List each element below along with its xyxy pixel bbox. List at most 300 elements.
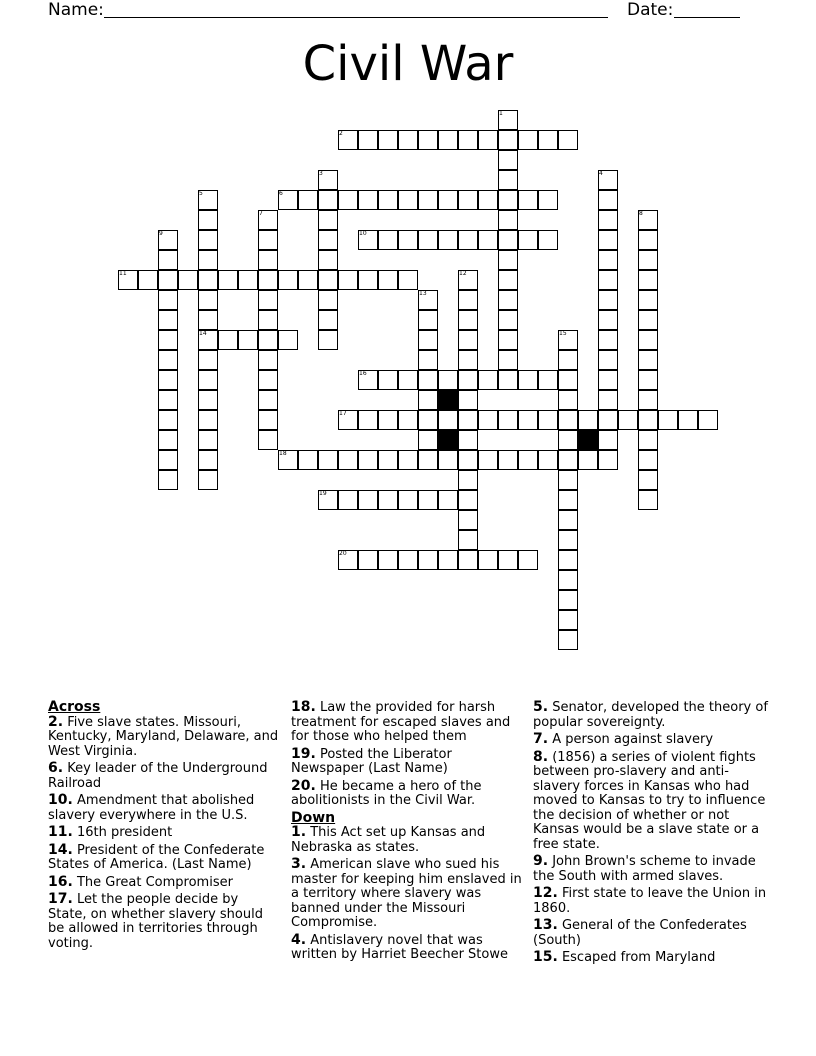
clue-text: Escaped from Maryland bbox=[557, 950, 716, 965]
down-clue-list bbox=[291, 825, 523, 963]
crossword-cell[interactable] bbox=[538, 230, 558, 250]
crossword-cell[interactable] bbox=[598, 390, 618, 410]
crossword-cell[interactable] bbox=[258, 430, 278, 450]
crossword-cell[interactable] bbox=[598, 370, 618, 390]
clue-number: 18 bbox=[279, 450, 287, 457]
crossword-cell[interactable] bbox=[198, 430, 218, 450]
clue-text: Law the provided for harsh treatment for escaped slaves and for those who helped them bbox=[291, 700, 511, 744]
crossword-cell[interactable] bbox=[278, 330, 298, 350]
crossword-cell[interactable] bbox=[398, 270, 418, 290]
crossword-cell[interactable] bbox=[238, 270, 258, 290]
crossword-cell[interactable] bbox=[418, 230, 438, 250]
crossword-cell[interactable] bbox=[518, 230, 538, 250]
crossword-cell[interactable] bbox=[398, 370, 418, 390]
crossword-cell[interactable] bbox=[158, 250, 178, 270]
crossword-cell[interactable] bbox=[558, 630, 578, 650]
crossword-cell[interactable] bbox=[518, 370, 538, 390]
clue-text: A person against slavery bbox=[548, 732, 714, 747]
crossword-cell[interactable] bbox=[438, 450, 458, 470]
clue-text: This Act set up Kansas and Nebraska as states. bbox=[291, 825, 486, 855]
crossword-cell[interactable] bbox=[198, 290, 218, 310]
clue-item bbox=[533, 918, 769, 948]
crossword-cell[interactable] bbox=[558, 130, 578, 150]
crossword-cell[interactable] bbox=[638, 470, 658, 490]
crossword-cell[interactable] bbox=[318, 330, 338, 350]
clue-item bbox=[291, 825, 523, 855]
clue-item bbox=[48, 843, 280, 873]
clue-number-label: 15. bbox=[533, 949, 558, 965]
crossword-cell[interactable] bbox=[638, 330, 658, 350]
clue-number: 10 bbox=[359, 230, 367, 237]
crossword-cell[interactable] bbox=[198, 370, 218, 390]
crossword-cell[interactable] bbox=[158, 330, 178, 350]
crossword-cell[interactable] bbox=[478, 450, 498, 470]
clue-number-label: 1. bbox=[291, 824, 307, 840]
crossword-cell[interactable] bbox=[498, 370, 518, 390]
clue-text: John Brown's scheme to invade the South with armed slaves. bbox=[533, 854, 756, 884]
crossword-cell[interactable] bbox=[458, 290, 478, 310]
clue-number: 14 bbox=[199, 330, 207, 337]
crossword-cell[interactable] bbox=[338, 450, 358, 470]
crossword-cell[interactable] bbox=[558, 470, 578, 490]
clue-number: 6 bbox=[279, 190, 283, 197]
crossword-cell[interactable] bbox=[538, 450, 558, 470]
crossword-cell[interactable] bbox=[598, 190, 618, 210]
crossword-cell[interactable] bbox=[538, 190, 558, 210]
crossword-cell[interactable] bbox=[178, 270, 198, 290]
crossword-cell[interactable] bbox=[398, 490, 418, 510]
crossword-cell[interactable] bbox=[338, 490, 358, 510]
crossword-cell[interactable] bbox=[298, 450, 318, 470]
clue-item bbox=[48, 793, 280, 823]
date-label: Date: bbox=[627, 0, 674, 20]
crossword-cell[interactable] bbox=[518, 450, 538, 470]
crossword-cell[interactable] bbox=[498, 290, 518, 310]
crossword-cell[interactable] bbox=[158, 350, 178, 370]
clue-number: 12 bbox=[459, 270, 467, 277]
crossword-cell[interactable] bbox=[558, 430, 578, 450]
crossword-cell[interactable] bbox=[458, 470, 478, 490]
crossword-cell[interactable] bbox=[198, 350, 218, 370]
clue-text: Posted the Liberator Newspaper (Last Name) bbox=[291, 746, 452, 776]
crossword-cell[interactable] bbox=[218, 330, 238, 350]
crossword-cell[interactable] bbox=[558, 370, 578, 390]
crossword-cell[interactable] bbox=[158, 370, 178, 390]
crossword-cell[interactable] bbox=[598, 410, 618, 430]
crossword-cell[interactable] bbox=[638, 410, 658, 430]
crossword-cell[interactable] bbox=[458, 190, 478, 210]
clue-number-label: 14. bbox=[48, 841, 73, 858]
crossword-cell[interactable] bbox=[518, 550, 538, 570]
crossword-cell[interactable] bbox=[458, 370, 478, 390]
clue-number-label: 2. bbox=[48, 713, 64, 730]
crossword-cell[interactable] bbox=[198, 390, 218, 410]
crossword-cell[interactable] bbox=[418, 130, 438, 150]
clue-number: 16 bbox=[359, 370, 367, 377]
crossword-cell[interactable] bbox=[458, 230, 478, 250]
crossword-cell[interactable] bbox=[438, 550, 458, 570]
clue-number-label: 6. bbox=[48, 760, 64, 776]
clue-text: (1856) a series of violent fights between pro-slavery and anti-slavery forces in Kansas who had moved to Kansas to try to influence the decision of whether or not Kansas would be a slave state or a free state. bbox=[533, 749, 766, 852]
clue-text: He became a hero of the abolitionists in the Civil War. bbox=[291, 778, 482, 808]
clue-item bbox=[533, 854, 769, 884]
clue-text: American slave who sued his master for keeping him enslaved in a territory where slavery was banned under the Missouri Compromise. bbox=[291, 857, 522, 930]
crossword-cell[interactable] bbox=[558, 490, 578, 510]
crossword-cell[interactable] bbox=[198, 470, 218, 490]
crossword-cell[interactable] bbox=[498, 170, 518, 190]
crossword-cell[interactable] bbox=[418, 450, 438, 470]
crossword-black-cell bbox=[578, 430, 598, 450]
crossword-cell[interactable] bbox=[198, 230, 218, 250]
page-title: Civil War bbox=[302, 36, 514, 92]
crossword-cell[interactable] bbox=[438, 190, 458, 210]
crossword-cell[interactable] bbox=[458, 410, 478, 430]
crossword-cell[interactable] bbox=[158, 410, 178, 430]
crossword-cell[interactable] bbox=[318, 190, 338, 210]
crossword-cell[interactable] bbox=[438, 230, 458, 250]
crossword-cell[interactable] bbox=[498, 230, 518, 250]
crossword-cell[interactable] bbox=[358, 270, 378, 290]
clue-number: 5 bbox=[199, 190, 203, 197]
clue-text: First state to leave the Union in 1860. bbox=[533, 886, 767, 916]
crossword-cell[interactable] bbox=[318, 450, 338, 470]
clue-number: 4 bbox=[599, 170, 603, 177]
crossword-cell[interactable] bbox=[498, 310, 518, 330]
crossword-cell[interactable] bbox=[458, 550, 478, 570]
crossword-cell[interactable] bbox=[478, 190, 498, 210]
crossword-cell[interactable] bbox=[498, 130, 518, 150]
crossword-cell[interactable] bbox=[478, 410, 498, 430]
crossword-cell[interactable] bbox=[378, 230, 398, 250]
crossword-cell[interactable] bbox=[398, 130, 418, 150]
crossword-cell[interactable] bbox=[418, 190, 438, 210]
crossword-cell[interactable] bbox=[358, 410, 378, 430]
crossword-cell[interactable] bbox=[598, 230, 618, 250]
crossword-cell[interactable] bbox=[218, 270, 238, 290]
crossword-cell[interactable] bbox=[318, 210, 338, 230]
crossword-cell[interactable] bbox=[258, 270, 278, 290]
crossword-cell[interactable] bbox=[598, 430, 618, 450]
crossword-cell[interactable] bbox=[378, 190, 398, 210]
clue-item bbox=[291, 857, 523, 931]
name-label: Name: bbox=[48, 0, 104, 20]
crossword-cell[interactable] bbox=[378, 370, 398, 390]
crossword-cell[interactable] bbox=[558, 590, 578, 610]
clue-number: 9 bbox=[159, 230, 163, 237]
across-header: Across bbox=[48, 699, 101, 715]
crossword-cell[interactable] bbox=[258, 290, 278, 310]
crossword-cell[interactable] bbox=[258, 390, 278, 410]
crossword-cell[interactable] bbox=[638, 350, 658, 370]
crossword-cell[interactable] bbox=[638, 450, 658, 470]
clue-number-label: 17. bbox=[48, 891, 73, 907]
crossword-cell[interactable] bbox=[498, 150, 518, 170]
crossword-cell[interactable] bbox=[198, 210, 218, 230]
crossword-cell[interactable] bbox=[558, 510, 578, 530]
crossword-cell[interactable] bbox=[638, 490, 658, 510]
clue-number-label: 9. bbox=[533, 853, 549, 869]
crossword-cell[interactable] bbox=[398, 550, 418, 570]
clue-number-label: 3. bbox=[291, 856, 307, 872]
crossword-cell[interactable] bbox=[538, 130, 558, 150]
clue-number-label: 10. bbox=[48, 792, 73, 808]
crossword-cell[interactable] bbox=[598, 290, 618, 310]
crossword-cell[interactable] bbox=[298, 270, 318, 290]
clue-number: 3 bbox=[319, 170, 323, 177]
crossword-cell[interactable] bbox=[158, 430, 178, 450]
clue-item bbox=[48, 715, 280, 760]
clue-item bbox=[291, 933, 523, 963]
crossword-cell[interactable] bbox=[478, 230, 498, 250]
clue-item bbox=[48, 892, 280, 951]
crossword-cell[interactable] bbox=[458, 450, 478, 470]
crossword-cell[interactable] bbox=[598, 250, 618, 270]
crossword-cell[interactable] bbox=[498, 450, 518, 470]
clue-number: 17 bbox=[339, 410, 347, 417]
crossword-cell[interactable] bbox=[198, 450, 218, 470]
clue-text: Antislavery novel that was written by Harriet Beecher Stowe bbox=[291, 932, 508, 962]
crossword-cell[interactable] bbox=[318, 290, 338, 310]
crossword-cell[interactable] bbox=[158, 290, 178, 310]
clue-text: President of the Confederate States of America. (Last Name) bbox=[48, 842, 265, 872]
crossword-cell[interactable] bbox=[558, 350, 578, 370]
crossword-cell[interactable] bbox=[478, 370, 498, 390]
crossword-cell[interactable] bbox=[558, 390, 578, 410]
crossword-cell[interactable] bbox=[598, 350, 618, 370]
crossword-cell[interactable] bbox=[158, 470, 178, 490]
crossword-cell[interactable] bbox=[478, 550, 498, 570]
crossword-cell[interactable] bbox=[458, 390, 478, 410]
clue-number-label: 4. bbox=[291, 931, 307, 948]
crossword-cell[interactable] bbox=[518, 190, 538, 210]
crossword-cell[interactable] bbox=[378, 130, 398, 150]
clue-text: Amendment that abolished slavery everywhere in the U.S. bbox=[48, 793, 255, 823]
crossword-cell[interactable] bbox=[378, 450, 398, 470]
across-clue-list bbox=[48, 715, 280, 952]
crossword-cell[interactable] bbox=[318, 270, 338, 290]
crossword-cell[interactable] bbox=[498, 330, 518, 350]
crossword-cell[interactable] bbox=[558, 610, 578, 630]
crossword-cell[interactable] bbox=[398, 450, 418, 470]
crossword-cell[interactable] bbox=[498, 350, 518, 370]
crossword-cell[interactable] bbox=[198, 310, 218, 330]
crossword-cell[interactable] bbox=[638, 270, 658, 290]
crossword-cell[interactable] bbox=[638, 250, 658, 270]
clue-number: 13 bbox=[419, 290, 427, 297]
clue-number-label: 20. bbox=[291, 777, 316, 794]
crossword-cell[interactable] bbox=[498, 250, 518, 270]
crossword-cell[interactable] bbox=[378, 270, 398, 290]
crossword-cell[interactable] bbox=[658, 410, 678, 430]
crossword-cell[interactable] bbox=[638, 230, 658, 250]
crossword-cell[interactable] bbox=[318, 310, 338, 330]
clue-item bbox=[533, 700, 769, 730]
crossword-cell[interactable] bbox=[558, 410, 578, 430]
clue-number-label: 8. bbox=[533, 748, 549, 765]
crossword-cell[interactable] bbox=[358, 550, 378, 570]
clue-text: General of the Confederates (South) bbox=[533, 918, 747, 948]
crossword-cell[interactable] bbox=[438, 410, 458, 430]
crossword-cell[interactable] bbox=[198, 410, 218, 430]
crossword-cell[interactable] bbox=[298, 190, 318, 210]
across-clue-list-cont bbox=[291, 700, 523, 809]
crossword-cell[interactable] bbox=[698, 410, 718, 430]
crossword-cell[interactable] bbox=[158, 270, 178, 290]
crossword-cell[interactable] bbox=[418, 490, 438, 510]
crossword-cell[interactable] bbox=[358, 130, 378, 150]
down-header: Down bbox=[291, 809, 336, 826]
crossword-cell[interactable] bbox=[598, 450, 618, 470]
clue-text: Senator, developed the theory of popular sovereignty. bbox=[533, 700, 768, 730]
crossword-cell[interactable] bbox=[558, 450, 578, 470]
crossword-cell[interactable] bbox=[498, 190, 518, 210]
crossword-cell[interactable] bbox=[558, 550, 578, 570]
crossword-cell[interactable] bbox=[418, 330, 438, 350]
crossword-cell[interactable] bbox=[578, 450, 598, 470]
crossword-cell[interactable] bbox=[578, 410, 598, 430]
crossword-cell[interactable] bbox=[498, 550, 518, 570]
clue-number-label: 16. bbox=[48, 873, 73, 890]
crossword-cell[interactable] bbox=[158, 390, 178, 410]
crossword-black-cell bbox=[438, 430, 458, 450]
crossword-cell[interactable] bbox=[458, 350, 478, 370]
clue-number-label: 18. bbox=[291, 699, 316, 715]
crossword-cell[interactable] bbox=[318, 250, 338, 270]
crossword-cell[interactable] bbox=[258, 230, 278, 250]
crossword-cell[interactable] bbox=[438, 370, 458, 390]
crossword-cell[interactable] bbox=[378, 490, 398, 510]
crossword-cell[interactable] bbox=[438, 490, 458, 510]
crossword-cell[interactable] bbox=[358, 190, 378, 210]
crossword-cell[interactable] bbox=[418, 350, 438, 370]
crossword-cell[interactable] bbox=[498, 270, 518, 290]
crossword-cell[interactable] bbox=[638, 310, 658, 330]
crossword-cell[interactable] bbox=[418, 390, 438, 410]
crossword-cell[interactable] bbox=[198, 270, 218, 290]
crossword-cell[interactable] bbox=[258, 410, 278, 430]
crossword-cell[interactable] bbox=[458, 430, 478, 450]
crossword-cell[interactable] bbox=[338, 270, 358, 290]
crossword-cell[interactable] bbox=[158, 310, 178, 330]
clue-item bbox=[291, 700, 523, 745]
crossword-cell[interactable] bbox=[398, 190, 418, 210]
clue-number: 20 bbox=[339, 550, 347, 557]
clue-text: The Great Compromiser bbox=[72, 874, 233, 890]
crossword-cell[interactable] bbox=[598, 270, 618, 290]
crossword-cell[interactable] bbox=[518, 410, 538, 430]
crossword-cell[interactable] bbox=[318, 230, 338, 250]
crossword-cell[interactable] bbox=[598, 310, 618, 330]
clue-number-label: 7. bbox=[533, 731, 549, 747]
clue-item bbox=[291, 747, 523, 777]
crossword-cell[interactable] bbox=[258, 370, 278, 390]
clue-number-label: 19. bbox=[291, 745, 316, 762]
crossword-cell[interactable] bbox=[418, 430, 438, 450]
crossword-cell[interactable] bbox=[598, 330, 618, 350]
clue-number: 7 bbox=[259, 210, 263, 217]
crossword-cell[interactable] bbox=[158, 450, 178, 470]
clue-number: 11 bbox=[119, 270, 127, 277]
crossword-cell[interactable] bbox=[258, 330, 278, 350]
clue-item bbox=[48, 875, 280, 891]
crossword-cell[interactable] bbox=[498, 410, 518, 430]
crossword-cell[interactable] bbox=[458, 490, 478, 510]
crossword-cell[interactable] bbox=[558, 530, 578, 550]
clues-column-1 bbox=[48, 700, 280, 953]
crossword-cell[interactable] bbox=[198, 250, 218, 270]
clue-item bbox=[533, 750, 769, 853]
crossword-cell[interactable] bbox=[478, 130, 498, 150]
crossword-cell[interactable] bbox=[498, 210, 518, 230]
crossword-cell[interactable] bbox=[638, 370, 658, 390]
crossword-cell[interactable] bbox=[538, 370, 558, 390]
crossword-cell[interactable] bbox=[638, 430, 658, 450]
crossword-cell[interactable] bbox=[458, 310, 478, 330]
crossword-cell[interactable] bbox=[138, 270, 158, 290]
crossword-cell[interactable] bbox=[638, 290, 658, 310]
clue-text: Key leader of the Underground Railroad bbox=[48, 761, 268, 791]
crossword-cell[interactable] bbox=[258, 350, 278, 370]
clue-item bbox=[48, 761, 280, 791]
crossword-cell[interactable] bbox=[598, 210, 618, 230]
clue-item bbox=[291, 779, 523, 809]
clue-text: Five slave states. Missouri, Kentucky, Maryland, Delaware, and West Virginia. bbox=[48, 714, 279, 759]
clue-number: 19 bbox=[319, 490, 327, 497]
crossword-cell[interactable] bbox=[458, 530, 478, 550]
crossword-cell[interactable] bbox=[558, 570, 578, 590]
crossword-cell[interactable] bbox=[458, 330, 478, 350]
clue-item bbox=[533, 886, 769, 916]
clue-number: 8 bbox=[639, 210, 643, 217]
crossword-cell[interactable] bbox=[358, 490, 378, 510]
clue-number-label: 5. bbox=[533, 699, 549, 715]
crossword-black-cell bbox=[438, 390, 458, 410]
crossword-cell[interactable] bbox=[418, 550, 438, 570]
crossword-cell[interactable] bbox=[378, 550, 398, 570]
crossword-cell[interactable] bbox=[258, 310, 278, 330]
crossword-cell[interactable] bbox=[378, 410, 398, 430]
crossword-cell[interactable] bbox=[258, 250, 278, 270]
crossword-cell[interactable] bbox=[418, 370, 438, 390]
crossword-cell[interactable] bbox=[398, 230, 418, 250]
crossword-cell[interactable] bbox=[458, 510, 478, 530]
crossword-cell[interactable] bbox=[638, 390, 658, 410]
crossword-cell[interactable] bbox=[458, 130, 478, 150]
crossword-cell[interactable] bbox=[618, 410, 638, 430]
crossword-cell[interactable] bbox=[538, 410, 558, 430]
crossword-cell[interactable] bbox=[358, 450, 378, 470]
crossword-cell[interactable] bbox=[518, 130, 538, 150]
crossword-cell[interactable] bbox=[678, 410, 698, 430]
down-clue-list-cont bbox=[533, 700, 769, 966]
crossword-cell[interactable] bbox=[338, 190, 358, 210]
clues-column-3 bbox=[533, 700, 769, 968]
crossword-cell[interactable] bbox=[438, 130, 458, 150]
clue-number-label: 12. bbox=[533, 885, 558, 901]
clue-item bbox=[533, 732, 769, 748]
clue-item bbox=[533, 950, 769, 966]
crossword-cell[interactable] bbox=[278, 270, 298, 290]
crossword-cell[interactable] bbox=[418, 310, 438, 330]
crossword-cell[interactable] bbox=[418, 410, 438, 430]
crossword-cell[interactable] bbox=[238, 330, 258, 350]
clue-text: 16th president bbox=[72, 825, 173, 840]
clue-item bbox=[48, 825, 280, 841]
clue-number-label: 13. bbox=[533, 917, 558, 933]
clue-number: 15 bbox=[559, 330, 567, 337]
clue-number-label: 11. bbox=[48, 824, 73, 840]
crossword-cell[interactable] bbox=[398, 410, 418, 430]
